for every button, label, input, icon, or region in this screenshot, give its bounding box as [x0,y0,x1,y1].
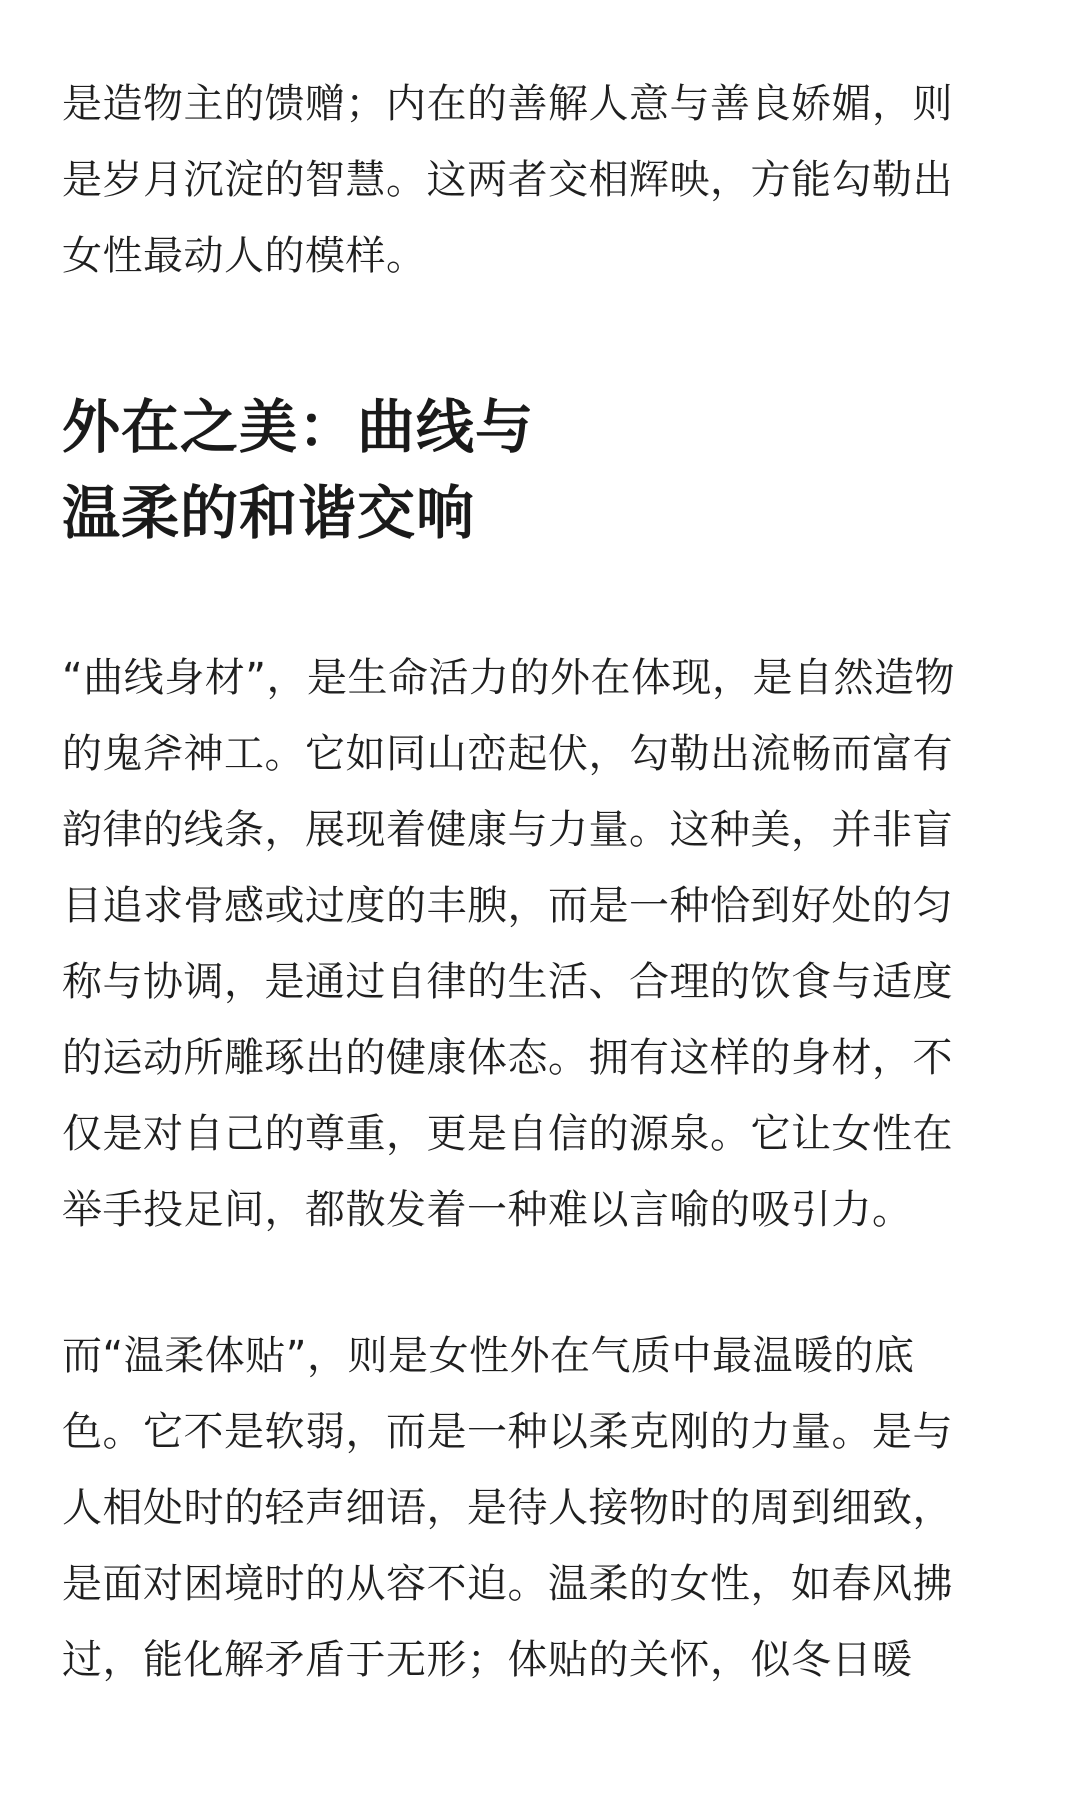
paragraph2-line-3: 人相处时的轻声细语，是待人接物时的周到细致， [62,1485,953,1531]
body-paragraph-2 [62,1318,1022,1698]
paragraph1-line-1: “曲线身材”，是生命活力的外在体现，是自然造物 [62,655,955,701]
paragraph1-line-4: 目追求骨感或过度的丰腴，而是一种恰到好处的匀 [62,883,953,929]
intro-line-3: 女性最动人的模样。 [62,233,427,279]
section-heading [62,384,1022,556]
paragraph2-line-2: 色。它不是软弱，而是一种以柔克刚的力量。是与 [62,1409,953,1455]
paragraph1-line-3: 韵律的线条，展现着健康与力量。这种美，并非盲 [62,807,953,853]
paragraph2-line-1: 而“温柔体贴”，则是女性外在气质中最温暖的底 [62,1333,915,1379]
paragraph1-line-5: 称与协调，是通过自律的生活、合理的饮食与适度 [62,959,953,1005]
paragraph1-line-2: 的鬼斧神工。它如同山峦起伏，勾勒出流畅而富有 [62,731,953,777]
section-heading-line-2: 温柔的和谐交响 [62,479,476,547]
paragraph1-line-8: 举手投足间，都散发着一种难以言喻的吸引力。 [62,1187,913,1233]
paragraph1-line-7: 仅是对自己的尊重，更是自信的源泉。它让女性在 [62,1111,953,1157]
body-paragraph-1 [62,640,1022,1248]
paragraph2-line-5: 过，能化解矛盾于无形；体贴的关怀，似冬日暖 [62,1637,913,1683]
paragraph1-line-6: 的运动所雕琢出的健康体态。拥有这样的身材，不 [62,1035,953,1081]
intro-line-1: 是造物主的馈赠；内在的善解人意与善良娇媚，则 [62,81,953,127]
intro-line-2: 是岁月沉淀的智慧。这两者交相辉映，方能勾勒出 [62,157,953,203]
section-heading-line-1: 外在之美：曲线与 [62,393,535,461]
intro-paragraph [62,66,1022,294]
paragraph2-line-4: 是面对困境时的从容不迫。温柔的女性，如春风拂 [62,1561,953,1607]
